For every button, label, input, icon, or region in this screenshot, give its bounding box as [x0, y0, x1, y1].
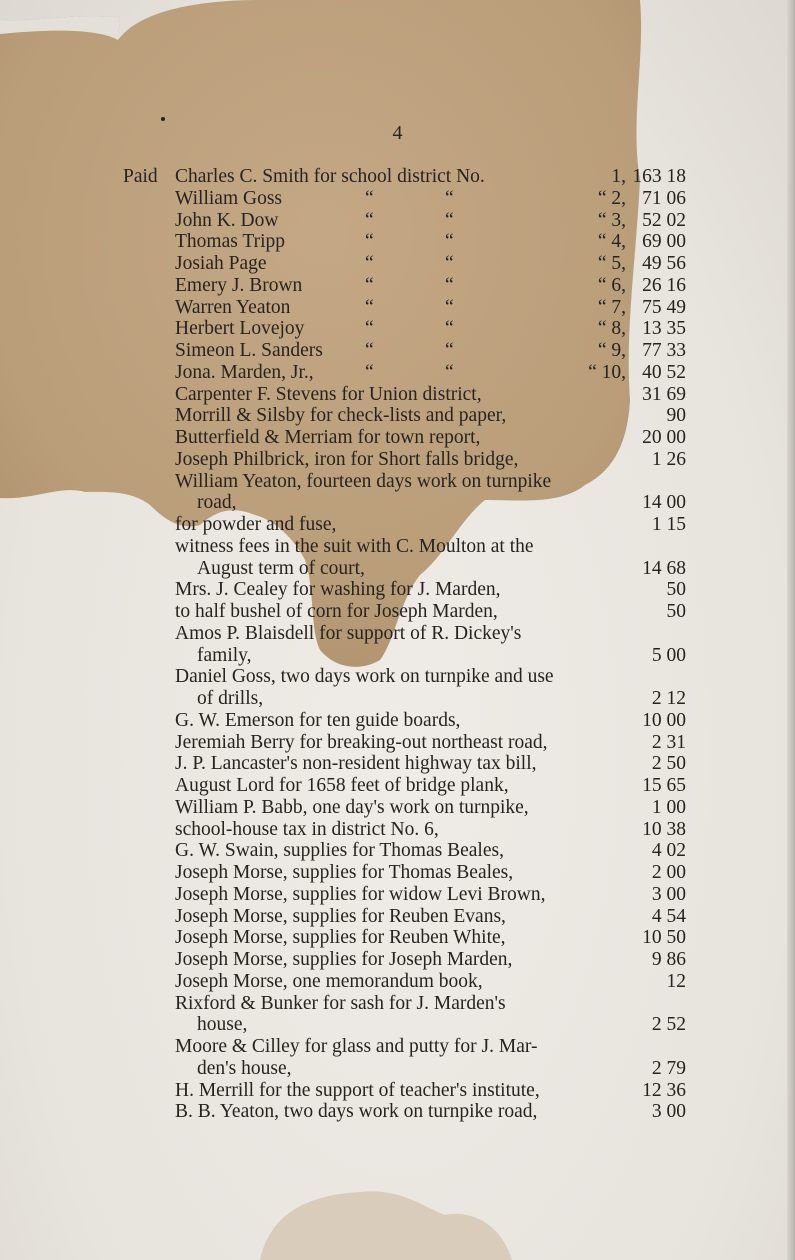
- entry-description: [175, 1036, 623, 1080]
- ditto-mark: “: [597, 253, 612, 274]
- district-number-value: 9,: [611, 340, 626, 361]
- ink-speck: [161, 117, 165, 121]
- ledger-entry: [120, 884, 700, 906]
- district-columns: [175, 253, 630, 275]
- entry-amount: 2 12: [651, 688, 686, 709]
- ledger-entry: [120, 927, 700, 949]
- ledger-entry: [120, 775, 700, 797]
- ditto-mark: “: [597, 231, 612, 253]
- ditto-mark: “: [445, 231, 454, 253]
- entry-description: [175, 166, 626, 188]
- district-number-value: 2,: [611, 187, 626, 209]
- entry-line: Morrill & Silsby for check-lists and paper,: [175, 405, 507, 427]
- entry-description: [175, 971, 623, 993]
- ledger-entry: [120, 253, 700, 275]
- entry-description: [175, 775, 623, 797]
- entry-line: to half bushel of corn for Joseph Marden,: [175, 601, 498, 622]
- payee-name: Herbert Lovejoy: [175, 318, 305, 340]
- ditto-mark: “: [597, 187, 612, 209]
- entry-line: for powder and fuse,: [175, 514, 337, 535]
- entry-description: [175, 187, 626, 210]
- district-number-value: 5,: [611, 253, 626, 274]
- ditto-mark: “: [597, 209, 612, 231]
- entry-description: [175, 927, 623, 949]
- ditto-mark: “: [597, 318, 612, 340]
- ledger-entry: [120, 340, 700, 362]
- entry-amount: 2 50: [651, 753, 686, 775]
- entry-amount: 52 02: [642, 209, 686, 231]
- district-number: [525, 362, 630, 384]
- ditto-mark: “: [588, 361, 602, 383]
- entry-description: [175, 318, 626, 340]
- ditto-mark: “: [365, 187, 374, 209]
- entry-description: [175, 884, 623, 906]
- district-columns: [175, 297, 630, 319]
- entry-description: [175, 623, 623, 667]
- entry-description: [175, 753, 623, 775]
- district-columns: [175, 188, 630, 210]
- entry-line: William P. Babb, one day's work on turnpike,: [175, 796, 529, 818]
- district-number: [525, 275, 630, 297]
- district-columns: [175, 275, 630, 297]
- entry-amount: 4 54: [651, 905, 686, 927]
- ledger-entry: [120, 210, 700, 232]
- entry-line: Joseph Morse, supplies for widow Levi Brown,: [175, 883, 546, 905]
- entry-amount: 90: [666, 405, 686, 427]
- ledger-entry: [120, 666, 700, 710]
- ledger-entry: [120, 231, 700, 253]
- ledger-entry: [120, 862, 700, 884]
- entry-line: August Lord for 1658 feet of bridge plank,: [175, 775, 509, 796]
- ledger-entry: [120, 275, 700, 297]
- entry-amount: 3 00: [651, 883, 686, 905]
- ledger-entry: [120, 623, 700, 667]
- entry-description: [175, 340, 626, 362]
- entry-line: Mrs. J. Cealey for washing for J. Marden,: [175, 579, 501, 601]
- district-number-value: 7,: [611, 296, 626, 318]
- entry-amount: 12 36: [642, 1079, 686, 1101]
- ledger-entry: [120, 949, 700, 971]
- ledger-entry: [120, 906, 700, 928]
- payee-name: Warren Yeaton: [175, 296, 291, 318]
- entry-description: [175, 666, 623, 710]
- page-number: 4: [392, 122, 403, 144]
- ledger-entry: [120, 732, 700, 754]
- entry-description: [175, 710, 623, 732]
- ledger-entry: [120, 318, 700, 340]
- entry-description: [175, 601, 623, 623]
- district-number: 1,: [611, 166, 626, 187]
- ditto-mark: “: [445, 209, 454, 231]
- entry-amount: 4 02: [651, 840, 686, 862]
- payee-name: Emery J. Brown: [175, 274, 303, 296]
- district-number: [525, 210, 630, 232]
- entry-line: J. P. Lancaster's non-resident highway tax bill,: [175, 753, 537, 775]
- entry-description: [175, 384, 623, 406]
- payee-name: Jona. Marden, Jr.,: [175, 361, 314, 383]
- district-number-value: 8,: [611, 318, 626, 340]
- expense-ledger: [120, 166, 700, 1123]
- entry-amount: 2 52: [651, 1014, 686, 1036]
- entry-amount: 9 86: [651, 949, 686, 970]
- district-number: [525, 340, 630, 362]
- entry-description: [175, 1101, 623, 1123]
- entry-amount: 75 49: [642, 296, 686, 318]
- entry-line: G. W. Emerson for ten guide boards,: [175, 709, 461, 731]
- entry-description: [175, 449, 623, 471]
- entry-description: [175, 209, 626, 232]
- district-number: [525, 231, 630, 253]
- entry-amount: 10 00: [642, 709, 686, 731]
- page-edge: [787, 0, 795, 1260]
- ditto-mark: “: [365, 209, 374, 231]
- district-number-value: 10,: [601, 361, 626, 383]
- entry-description: [175, 231, 626, 253]
- entry-description: [175, 1080, 623, 1102]
- entry-amount: 12: [666, 970, 686, 992]
- district-number: [525, 318, 630, 340]
- ditto-mark: “: [365, 318, 374, 340]
- entry-line: Rixford & Bunker for sash for J. Marden's: [175, 992, 506, 1014]
- entry-line: Amos P. Blaisdell for support of R. Dickey's: [175, 622, 522, 644]
- ditto-mark: “: [445, 318, 454, 340]
- ledger-entry: [120, 405, 700, 427]
- district-number-value: 6,: [611, 274, 626, 296]
- district-columns: [175, 210, 630, 232]
- entry-amount: 1 26: [651, 448, 686, 470]
- entry-amount: 1 15: [651, 514, 686, 535]
- ledger-entry: [120, 971, 700, 993]
- ditto-mark: “: [365, 296, 374, 318]
- entry-amount: 71 06: [642, 187, 686, 209]
- entry-line: Joseph Philbrick, iron for Short falls bridge,: [175, 448, 519, 470]
- entry-description: [175, 579, 623, 601]
- entry-line: Joseph Morse, supplies for Reuben White,: [175, 927, 506, 949]
- entry-amount: 77 33: [642, 340, 686, 361]
- entry-amount: 26 16: [642, 274, 686, 296]
- entry-description: [175, 471, 623, 515]
- payee-name: John K. Dow: [175, 209, 279, 231]
- ledger-entry: [120, 384, 700, 406]
- ledger-entry: [120, 797, 700, 819]
- ditto-mark: “: [445, 296, 454, 318]
- entry-amount: 1 00: [651, 796, 686, 818]
- entry-amount: 14 00: [642, 492, 686, 514]
- entry-description: [175, 819, 623, 841]
- ditto-mark: “: [445, 274, 454, 296]
- district-columns: [175, 340, 630, 362]
- district-number-value: 3,: [611, 209, 626, 231]
- ditto-mark: “: [597, 296, 612, 318]
- ditto-mark: “: [445, 340, 454, 361]
- ledger-entry: [120, 993, 700, 1037]
- ledger-entry: [120, 471, 700, 515]
- ledger-entry: [120, 188, 700, 210]
- district-number: [525, 188, 630, 210]
- ledger-entry: [120, 536, 700, 580]
- entry-description: [175, 862, 623, 884]
- entry-amount: 50: [666, 579, 686, 601]
- entry-amount: 163 18: [632, 166, 686, 187]
- entry-amount: 20 00: [642, 427, 686, 448]
- entry-line: Moore & Cilley for glass and putty for J. Mar-: [175, 1036, 538, 1057]
- ditto-mark: “: [365, 253, 374, 274]
- district-number: [525, 297, 630, 319]
- entry-amount: 3 00: [651, 1101, 686, 1123]
- entry-description: [175, 993, 623, 1037]
- payee-name: Thomas Tripp: [175, 231, 285, 253]
- entry-description: [175, 296, 626, 319]
- district-columns: [175, 166, 630, 188]
- entry-line: Joseph Morse, supplies for Thomas Beales,: [175, 862, 514, 883]
- ditto-mark: “: [365, 361, 374, 383]
- entry-amount: 2 79: [651, 1057, 686, 1079]
- ledger-entry: [120, 840, 700, 862]
- entry-amount: 14 68: [642, 557, 686, 579]
- entry-amount: 13 35: [642, 318, 686, 340]
- entry-line: witness fees in the suit with C. Moulton at the: [175, 535, 534, 557]
- district-columns: [175, 231, 630, 253]
- entry-line: Daniel Goss, two days work on turnpike and use: [175, 666, 554, 688]
- entry-description: [175, 253, 626, 275]
- entry-amount: 40 52: [642, 361, 686, 383]
- entry-amount: 2 31: [651, 731, 686, 753]
- entry-line: B. B. Yeaton, two days work on turnpike road,: [175, 1101, 538, 1123]
- entry-description: [175, 840, 623, 862]
- ditto-mark: “: [445, 187, 454, 209]
- entry-description: [175, 797, 623, 819]
- entry-amount: 69 00: [642, 231, 686, 253]
- ditto-mark: “: [597, 340, 612, 361]
- ledger-entry: [120, 362, 700, 384]
- ditto-mark: “: [365, 274, 374, 296]
- ledger-entry: [120, 1036, 700, 1080]
- entry-continuation-line: August term of court,: [197, 557, 365, 579]
- entry-description: [175, 536, 623, 580]
- entry-line: William Yeaton, fourteen days work on turnpike: [175, 470, 552, 492]
- district-columns: [175, 362, 630, 384]
- payee-name: Simeon L. Sanders: [175, 340, 323, 361]
- entry-description: [175, 732, 623, 754]
- paid-label: Paid: [123, 166, 158, 187]
- ditto-mark: “: [445, 253, 454, 274]
- entry-description: [175, 906, 623, 928]
- ledger-entry: [120, 710, 700, 732]
- entry-line: school-house tax in district No. 6,: [175, 818, 439, 840]
- entry-line: Joseph Morse, one memorandum book,: [175, 970, 483, 992]
- entry-continuation-line: of drills,: [197, 688, 264, 709]
- payee-name: Charles C. Smith for school district No.: [175, 166, 485, 187]
- entry-line: Joseph Morse, supplies for Joseph Marden,: [175, 949, 513, 970]
- ledger-entry: [120, 753, 700, 775]
- entry-line: Butterfield & Merriam for town report,: [175, 427, 481, 448]
- entry-amount: 31 69: [642, 383, 686, 405]
- entry-amount: 50: [666, 601, 686, 622]
- entry-description: [175, 405, 623, 427]
- entry-amount: 15 65: [642, 775, 686, 796]
- district-number: [525, 253, 630, 275]
- entry-continuation-line: house,: [197, 1014, 248, 1036]
- ditto-mark: “: [365, 340, 374, 361]
- entry-line: G. W. Swain, supplies for Thomas Beales,: [175, 840, 504, 862]
- entry-continuation-line: family,: [197, 644, 252, 666]
- entry-line: Joseph Morse, supplies for Reuben Evans,: [175, 905, 506, 927]
- ledger-entry: [120, 427, 700, 449]
- entry-description: [175, 427, 623, 449]
- ledger-entry: [120, 819, 700, 841]
- ledger-entry: [120, 514, 700, 536]
- entry-line: H. Merrill for the support of teacher's institute,: [175, 1079, 540, 1101]
- entry-description: [175, 274, 626, 297]
- ledger-entry: [120, 297, 700, 319]
- entry-description: [175, 361, 626, 384]
- ditto-mark: “: [597, 274, 612, 296]
- district-columns: [175, 318, 630, 340]
- ledger-entry: [120, 166, 700, 188]
- entry-continuation-line: den's house,: [197, 1057, 292, 1079]
- entry-amount: 5 00: [651, 644, 686, 666]
- ledger-entry: [120, 601, 700, 623]
- ledger-entry: [120, 449, 700, 471]
- district-number-value: 4,: [611, 231, 626, 253]
- entry-description: [175, 514, 623, 536]
- ledger-entry: [120, 1080, 700, 1102]
- entry-amount: 2 00: [651, 862, 686, 883]
- entry-line: Jeremiah Berry for breaking-out northeast road,: [175, 731, 548, 753]
- entry-amount: 49 56: [642, 253, 686, 274]
- entry-continuation-line: road,: [197, 492, 237, 514]
- payee-name: Josiah Page: [175, 253, 267, 274]
- entry-description: [175, 949, 623, 971]
- payee-name: William Goss: [175, 187, 283, 209]
- ditto-mark: “: [445, 361, 454, 383]
- ledger-entry: [120, 579, 700, 601]
- entry-amount: 10 50: [642, 927, 686, 949]
- ledger-entry: [120, 1101, 700, 1123]
- entry-amount: 10 38: [642, 818, 686, 840]
- entry-line: Carpenter F. Stevens for Union district,: [175, 383, 482, 405]
- ditto-mark: “: [365, 231, 374, 253]
